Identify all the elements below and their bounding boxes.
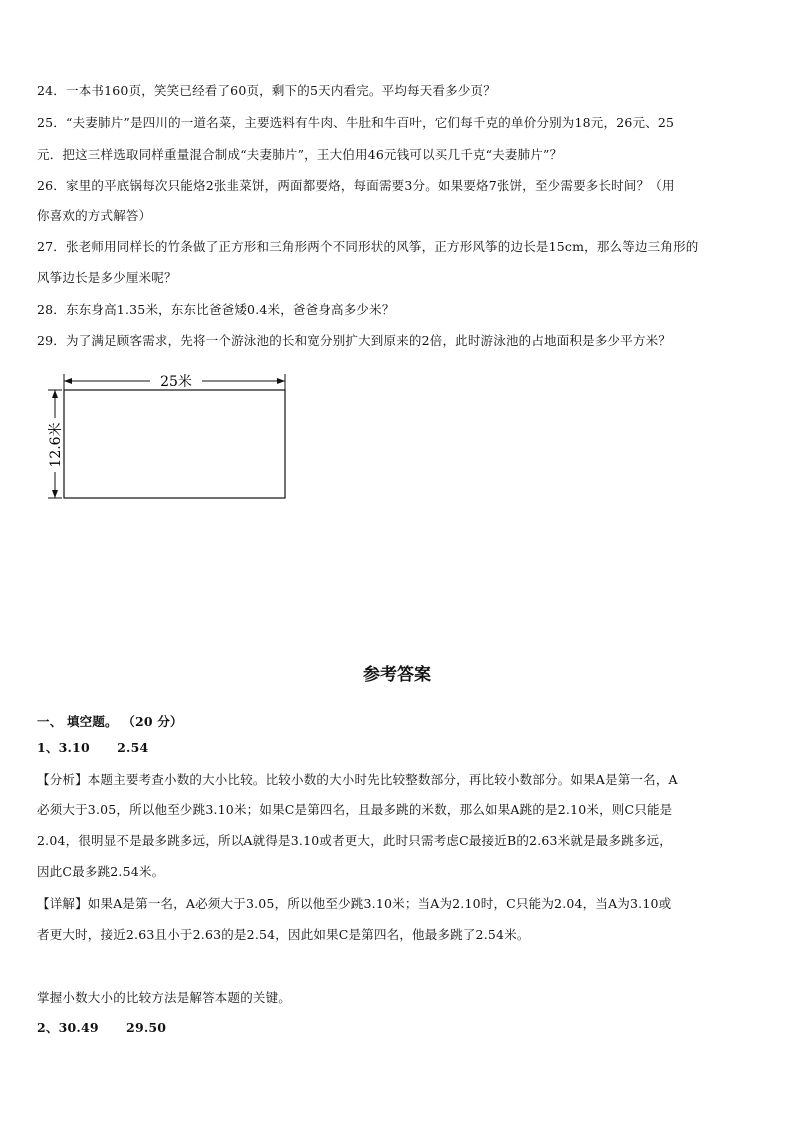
answer-1-analysis-line-1: 【分析】本题主要考查小数的大小比较。比较小数的大小时先比较整数部分，再比较小数部分。如果A是第一名，A <box>37 772 678 787</box>
question-26-line-2: 你喜欢的方式解答） <box>37 208 152 223</box>
question-29: 29．为了满足顾客需求，先将一个游泳池的长和宽分别扩大到原来的2倍，此时游泳池的占地面积是多少平方米？ <box>37 333 672 348</box>
answer-1-detail-line-1: 【详解】如果A是第一名，A必须大于3.05，所以他至少跳3.10米；当A为2.10时，C只能为2.04，当A为3.10或 <box>37 896 672 911</box>
question-26-line-1: 26．家里的平底锅每次只能烙2张韭菜饼，两面都要烙，每面需要3分。如果要烙7张饼，至少需要多长时间？（用 <box>37 178 675 193</box>
answer-1-detail-line-2: 者更大时，接近2.63且小于2.63的是2.54，因此如果C是第四名，他最多跳了2.54米。 <box>37 927 530 942</box>
question-25-line-1: 25．“夫妻肺片”是四川的一道名菜，主要选料有牛肉、牛肚和牛百叶，它们每千克的单价分别为18元，26元、25 <box>37 115 675 130</box>
question-28: 28．东东身高1.35米，东东比爸爸矮0.4米，爸爸身高多少米？ <box>37 302 395 317</box>
length-label: 25米 <box>160 374 192 390</box>
answer-1-analysis-line-2: 必须大于3.05，所以他至少跳3.10米；如果C是第四名，且最多跳的米数，那么如果A跳的是2.10米，则C只能是 <box>37 802 673 817</box>
section-1-heading: 一、 填空题。 （20 分） <box>37 714 183 729</box>
answers-title: 参考答案 <box>363 665 431 685</box>
answer-1-summary: 掌握小数大小的比较方法是解答本题的关键。 <box>37 990 292 1005</box>
question-25-line-2: 元．把这三样选取同样重量混合制成“夫妻肺片”，王大伯用46元钱可以买几千克“夫妻肺片”？ <box>37 147 563 162</box>
answer-1: 1、3.10 2.54 <box>37 740 149 755</box>
width-label: 12.6米 <box>48 422 64 468</box>
question-27-line-2: 风筝边长是多少厘米呢？ <box>37 270 177 285</box>
question-27-line-1: 27．张老师用同样长的竹条做了正方形和三角形两个不同形状的风筝，正方形风筝的边长是15cm，那么等边三角形的 <box>37 239 699 254</box>
answer-1-analysis-line-3: 2.04，很明显不是最多跳多远，所以A就得是3.10或者更大，此时只需考虑C最接近B的2.63米就是最多跳多远， <box>37 833 672 848</box>
question-24: 24．一本书160页，笑笑已经看了60页，剩下的5天内看完。平均每天看多少页？ <box>37 83 496 98</box>
answer-2: 2、30.49 29.50 <box>37 1020 167 1035</box>
answer-1-analysis-line-4: 因此C最多跳2.54米。 <box>37 864 165 879</box>
pool-rectangle <box>64 390 285 498</box>
pool-rectangle-diagram <box>42 368 302 508</box>
